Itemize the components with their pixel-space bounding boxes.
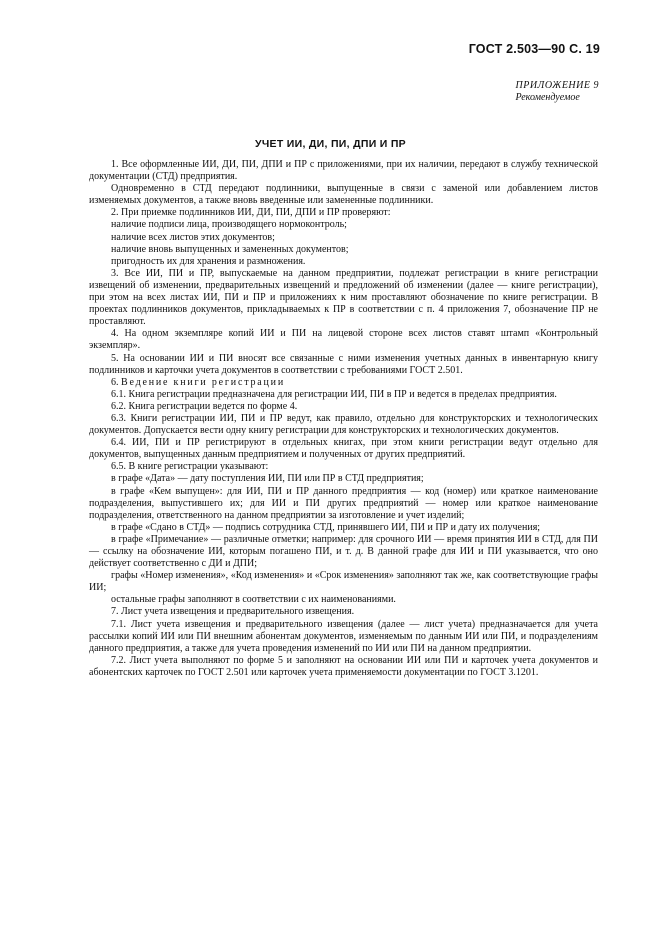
paragraph: в графе «Дата» — дату поступления ИИ, ПИ или ПР в СТД предприятия; [111,473,424,485]
document-body [89,159,598,679]
appendix-label [516,80,600,104]
paragraph: Одновременно в СТД передают подлинники, выпущенные в связи с заменой или добавлением листов изменяемых документов, а также вновь введенные или замененные подлинники. [89,183,598,207]
appendix-title: ПРИЛОЖЕНИЕ 9 [515,80,599,91]
paragraph: наличие вновь выпущенных и замененных документов; [111,243,349,255]
paragraph: 6.1. Книга регистрации предназначена для регистрации ИИ, ПИ в ПР и ведется в пределах предприятия. [111,388,557,400]
section-heading [89,377,598,389]
paragraph: в графе «Кем выпущен»: для ИИ, ПИ и ПР данного предприятия — код (номер) или краткое наименование подразделения, выпустившего их; для ИИ и ПИ других предприятий — номер или краткое наименование подразделения, ответственного на данном предприятии за изготовление и учет изделий; [89,485,598,521]
paragraph: 7. Лист учета извещения и предварительного извещения. [111,606,355,618]
paragraph: 1. Все оформленные ИИ, ДИ, ПИ, ДПИ и ПР с приложениями, при их наличии, передают в службу технической документации (СТД) предприятия. [89,159,598,183]
paragraph: 7.1. Лист учета извещения и предварительного извещения (далее — лист учета) предназначается для учета рассылки копий ИИ или ПИ внешним абонентам документов, изменяемым по данным ИИ или ПИ, и подразделениям данного предприятия, а также для учета проведения изменений по ИИ или ПИ на данном предприятии. [89,618,598,654]
paragraph: 6.3. Книги регистрации ИИ, ПИ и ПР ведут, как правило, отдельно для конструкторских и технологических документов. Допускается вести одну книгу регистрации для конструкторских и технологических документов. [89,412,598,437]
paragraph: 6.4. ИИ, ПИ и ПР регистрируют в отдельных книгах, при этом книги регистрации ведут отдельно для документов, выпущенных данным предприятием и полученных от других предприятий. [89,437,598,461]
page-header: ГОСТ 2.503—90 С. 19 [468,42,600,56]
document-title: УЧЕТ ИИ, ДИ, ПИ, ДПИ И ПР [255,138,406,150]
paragraph: в графе «Примечание» — различные отметки; например: для срочного ИИ — время принятия ИИ в СТД, для ПИ — ссылку на обозначение ИИ, которым погашено ПИ, и т. д. В данной графе для ИИ и ПИ указывается, что оно действует соответственно с ДИ и ДПИ; [89,533,598,570]
section-heading-text: Ведение книги регистрации [121,376,285,388]
paragraph: 6.2. Книга регистрации ведется по форме 4. [111,400,298,412]
paragraph: 3. Все ИИ, ПИ и ПР, выпускаемые на данном предприятии, подлежат регистрации в книге регистрации извещений об изменении, предварительных извещений и предложений об изменении (далее — книге регистрации), при этом на всех листах ИИ, ПИ и ПР и приложениях к ним проставляют обозначение по книге регистрации. В проектах подлинников документов, прикладываемых к ПР в соответствии с п. 4 приложения 7, обозначение ПР не проставляют. [89,267,598,328]
paragraph: 4. На одном экземпляре копий ИИ и ПИ на лицевой стороне всех листов ставят штамп «Контрольный экземпляр». [89,328,598,352]
appendix-note: Рекомендуемое [515,92,580,103]
paragraph: пригодность их для хранения и размножения. [111,255,306,267]
paragraph: наличие всех листов этих документов; [111,231,275,243]
paragraph: 7.2. Лист учета выполняют по форме 5 и заполняют на основании ИИ или ПИ и карточек учета документов и абонентских карточек по ГОСТ 2.501 или карточек учета применяемости документации по ГОСТ 3.1201. [89,654,598,678]
paragraph: графы «Номер изменения», «Код изменения» и «Срок изменения» заполняют так же, как соответствующие графы ИИ; [89,570,598,594]
section-number: 6. [111,376,119,388]
paragraph: 5. На основании ИИ и ПИ вносят все связанные с ними изменения учетных данных в инвентарную книгу подлинников и карточки учета документов в соответствии с требованиями ГОСТ 2.501. [89,352,598,376]
paragraph: в графе «Сдано в СТД» — подпись сотрудника СТД, принявшего ИИ, ПИ и ПР и дату их получения; [111,521,541,533]
paragraph: наличие подписи лица, производящего нормоконтроль; [111,219,347,231]
paragraph: 6.5. В книге регистрации указывают: [111,461,269,473]
paragraph: остальные графы заполняют в соответствии с их наименованиями. [111,594,396,606]
paragraph: 2. При приемке подлинников ИИ, ДИ, ПИ, ДПИ и ПР проверяют: [111,207,391,219]
